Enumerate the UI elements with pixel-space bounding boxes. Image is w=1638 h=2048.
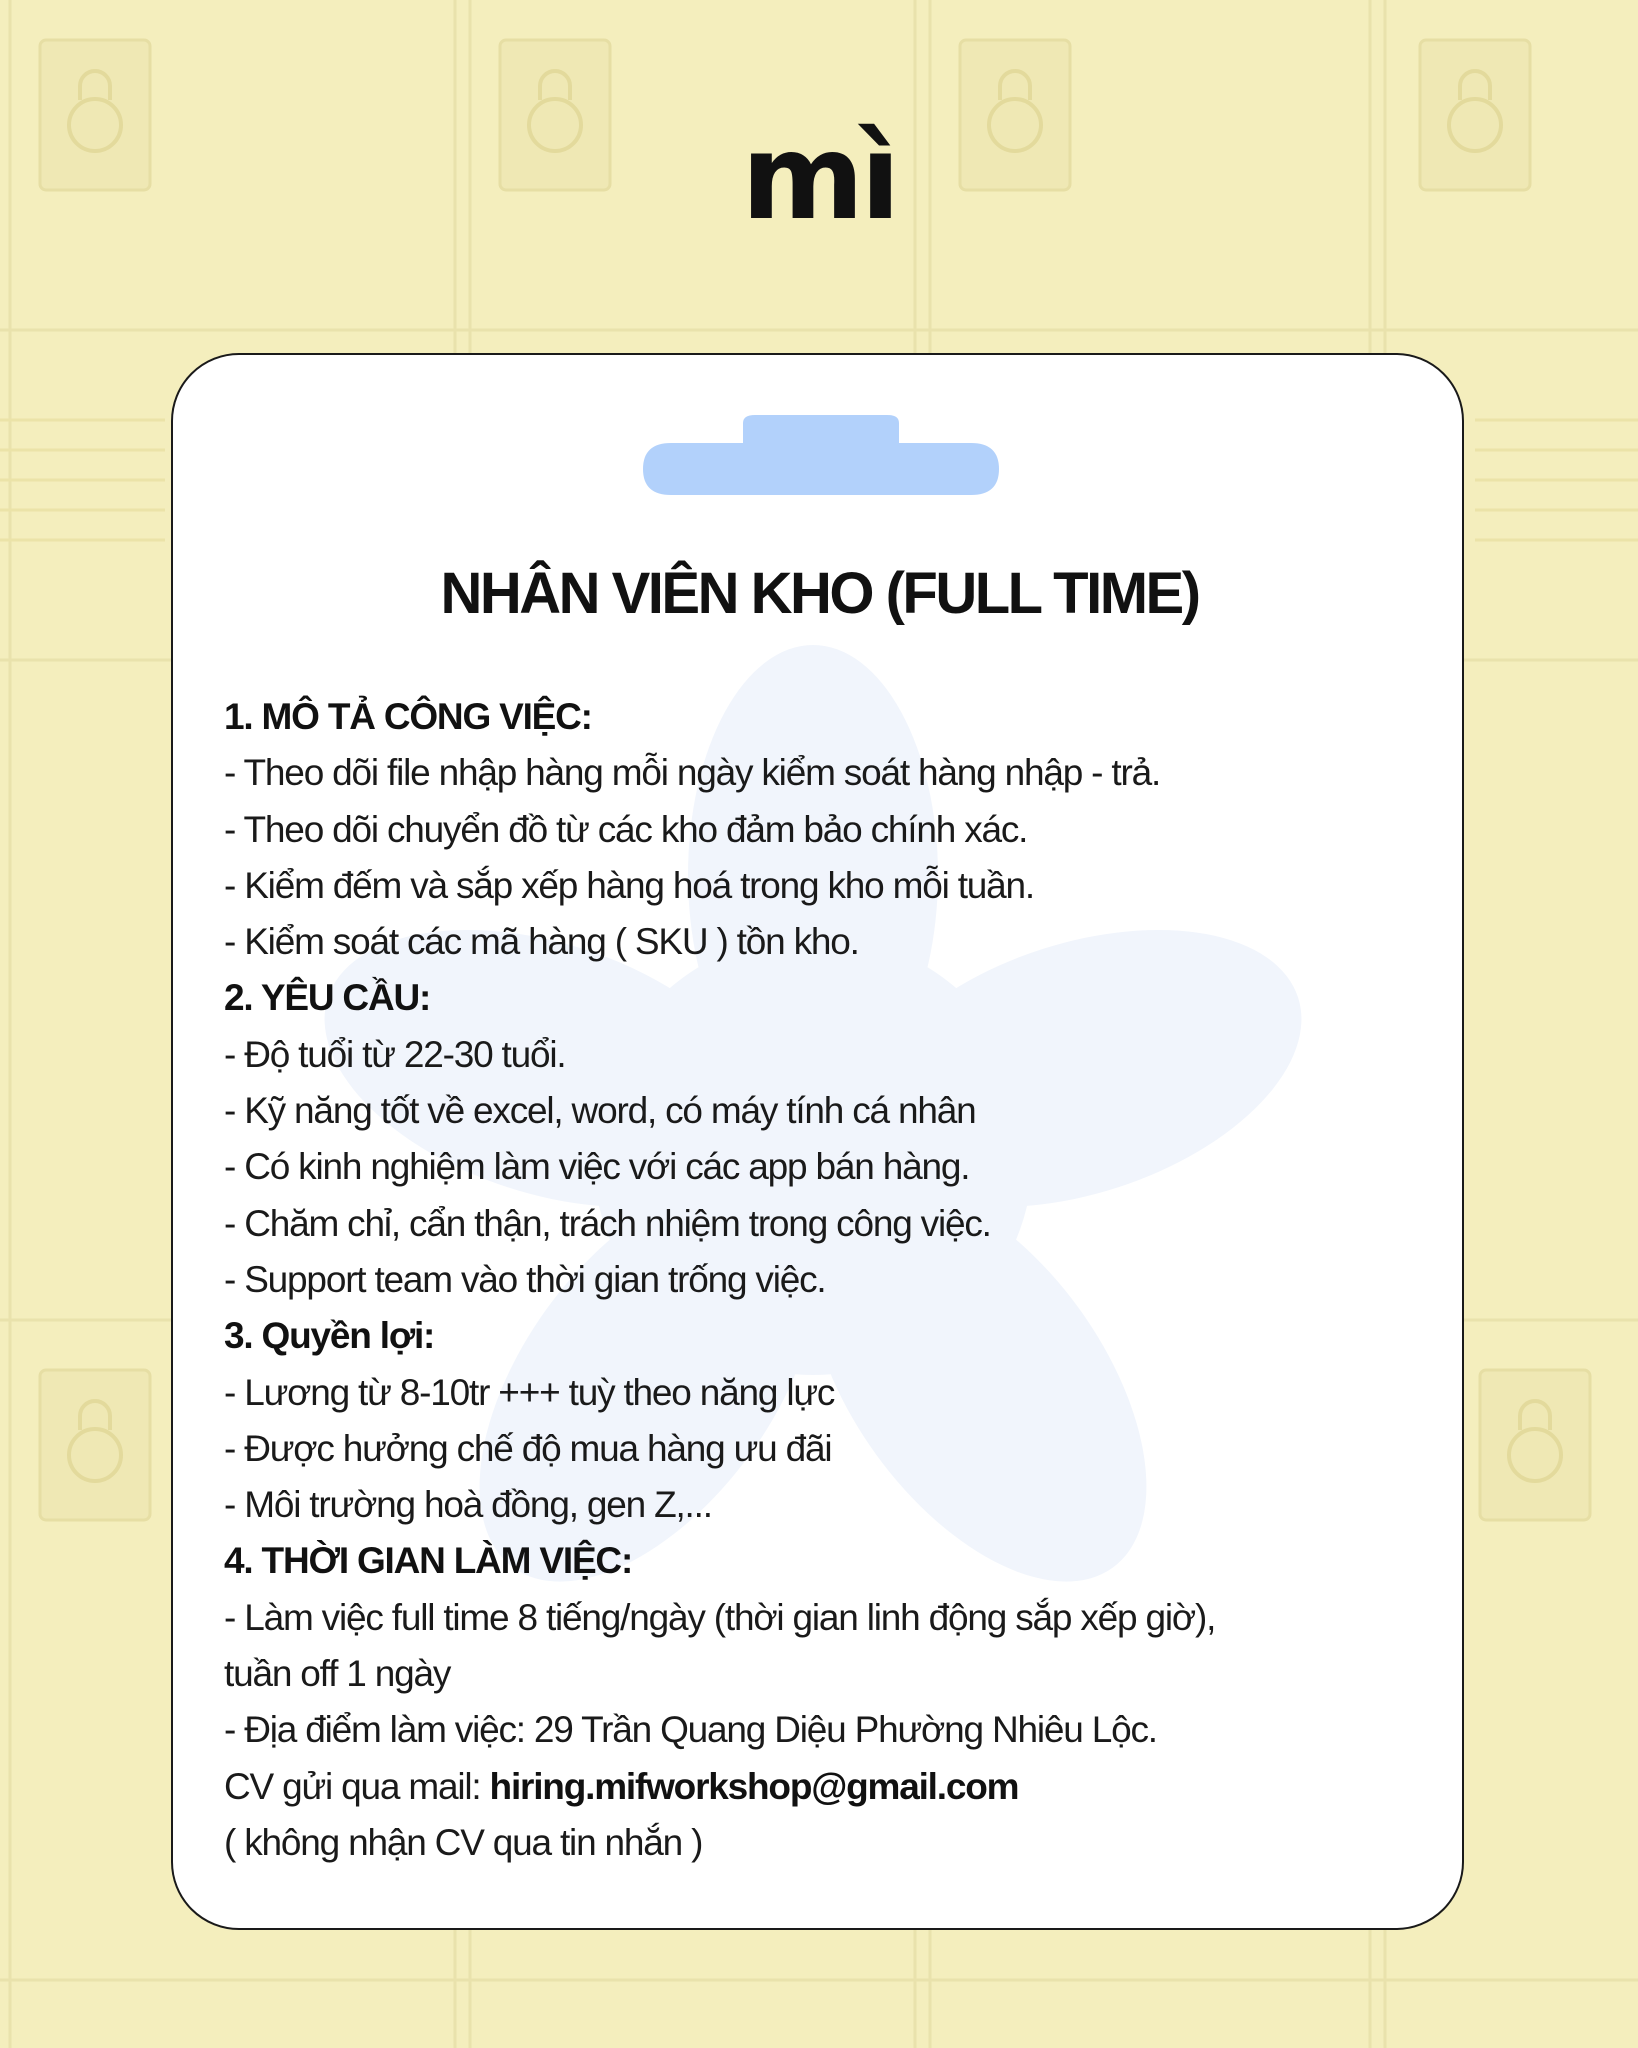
- description-item: - Theo dõi file nhập hàng mỗi ngày kiểm soát hàng nhập - trả.: [224, 752, 1161, 794]
- benefit-item: - Được hưởng chế độ mua hàng ưu đãi: [224, 1427, 832, 1469]
- requirement-item: - Support team vào thời gian trống việc.: [224, 1258, 826, 1300]
- section-heading-schedule: 4. THỜI GIAN LÀM VIỆC:: [224, 1540, 633, 1582]
- job-details: [224, 689, 1424, 1871]
- requirement-item: - Độ tuổi từ 22-30 tuổi.: [224, 1033, 566, 1075]
- description-item: - Theo dõi chuyển đồ từ các kho đảm bảo chính xác.: [224, 808, 1028, 850]
- contact-line: [224, 1759, 1424, 1815]
- job-title: NHÂN VIÊN KHO (FULL TIME): [440, 561, 1199, 626]
- requirement-item: - Có kinh nghiệm làm việc với các app bán hàng.: [224, 1146, 970, 1188]
- contact-email-link[interactable]: hiring.mifworkshop@gmail.com: [489, 1765, 1019, 1807]
- contact-note: ( không nhận CV qua tin nhắn ): [224, 1821, 703, 1863]
- section-heading-benefits: 3. Quyền lợi:: [224, 1315, 435, 1357]
- schedule-item: - Làm việc full time 8 tiếng/ngày (thời gian linh động sắp xếp giờ),: [224, 1596, 1216, 1638]
- description-item: - Kiểm soát các mã hàng ( SKU ) tồn kho.: [224, 921, 859, 963]
- brand-logo: mì: [741, 108, 897, 246]
- schedule-item: - Địa điểm làm việc: 29 Trần Quang Diệu Phường Nhiêu Lộc.: [224, 1709, 1157, 1751]
- requirement-item: - Kỹ năng tốt về excel, word, có máy tính cá nhân: [224, 1090, 976, 1132]
- job-posting-card: [171, 353, 1464, 1930]
- description-item: - Kiểm đếm và sắp xếp hàng hoá trong kho mỗi tuần.: [224, 864, 1035, 906]
- section-heading-requirements: 2. YÊU CẦU:: [224, 977, 431, 1019]
- contact-prefix: CV gửi qua mail:: [224, 1765, 490, 1807]
- schedule-item: tuần off 1 ngày: [224, 1653, 451, 1695]
- requirement-item: - Chăm chỉ, cẩn thận, trách nhiệm trong công việc.: [224, 1202, 991, 1244]
- benefit-item: - Lương từ 8-10tr +++ tuỳ theo năng lực: [224, 1371, 835, 1413]
- section-heading-description: 1. MÔ TẢ CÔNG VIỆC:: [224, 696, 592, 737]
- card-tab-decoration: [643, 415, 999, 497]
- benefit-item: - Môi trường hoà đồng, gen Z,...: [224, 1484, 712, 1526]
